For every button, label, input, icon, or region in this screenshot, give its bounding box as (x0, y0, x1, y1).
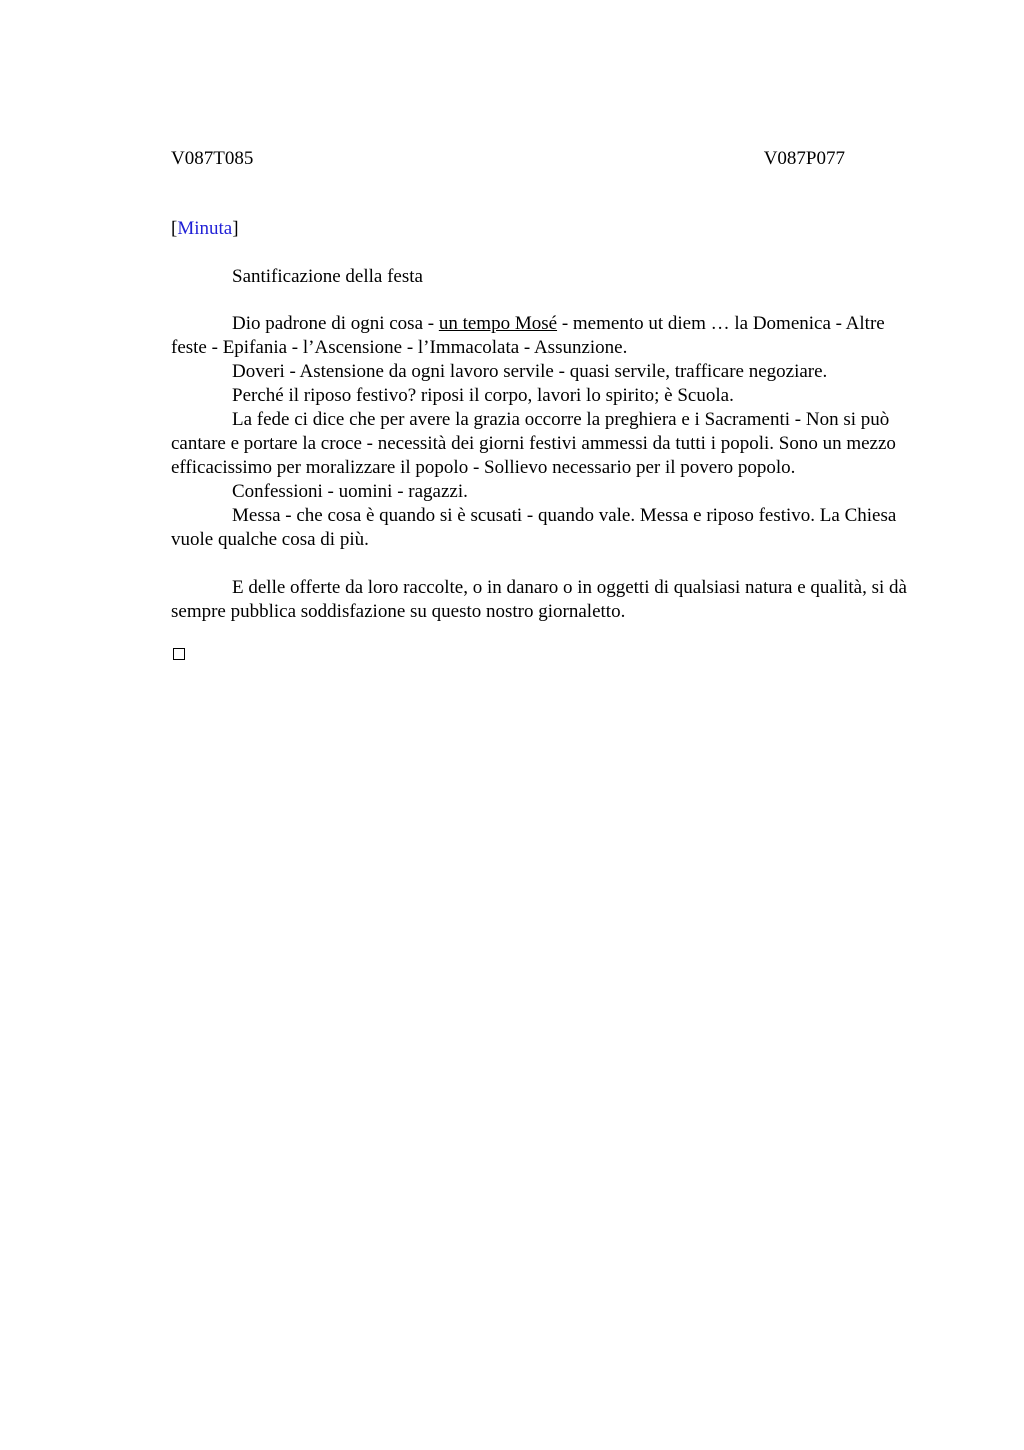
empty-square-icon (173, 648, 185, 660)
document-title: Santificazione della festa (232, 266, 423, 287)
paragraph-4: La fede ci dice che per avere la grazia occorre la preghiera e i Sacramenti - Non si può cantare e portare la croce - necessità dei giorni festivi ammessi da tutti i popoli. Sono un mezzo efficacissimo per moralizzare il popolo - Sollievo necessario per il povero popolo. (171, 409, 896, 478)
paragraph-spacer (171, 552, 923, 576)
document-code-right: V087P077 (763, 148, 845, 169)
paragraph-5: Confessioni - uomini - ragazzi. (232, 481, 468, 502)
minuta-link[interactable]: Minuta (177, 218, 233, 239)
paragraph-1-end: - memento ut diem … la Domenica - Altre feste - Epifania - l’Ascensione - l’Immacolata - Assunzione. (171, 313, 885, 358)
minuta-tag (171, 217, 239, 241)
document-body (171, 312, 923, 624)
underlined-phrase: un tempo Mosé (438, 313, 558, 334)
paragraph-6: Messa - che cosa è quando si è scusati - quando vale. Messa e riposo festivo. La Chiesa vuole qualche cosa di più. (171, 505, 897, 550)
paragraph-1 (171, 312, 923, 360)
tag-open-bracket: [ (171, 218, 178, 239)
paragraph-1-start: Dio padrone di ogni cosa - (232, 313, 439, 334)
paragraph-7: E delle offerte da loro raccolte, o in danaro o in oggetti di qualsiasi natura e qualità, si dà sempre pubblica soddisfazione su questo nostro giornaletto. (171, 577, 907, 622)
tag-close-bracket: ] (232, 218, 239, 239)
page-header (171, 147, 845, 171)
paragraph-2: Doveri - Astensione da ogni lavoro servile - quasi servile, trafficare negoziare. (232, 361, 828, 382)
paragraph-3: Perché il riposo festivo? riposi il corpo, lavori lo spirito; è Scuola. (232, 385, 734, 406)
document-code-left: V087T085 (171, 148, 254, 169)
